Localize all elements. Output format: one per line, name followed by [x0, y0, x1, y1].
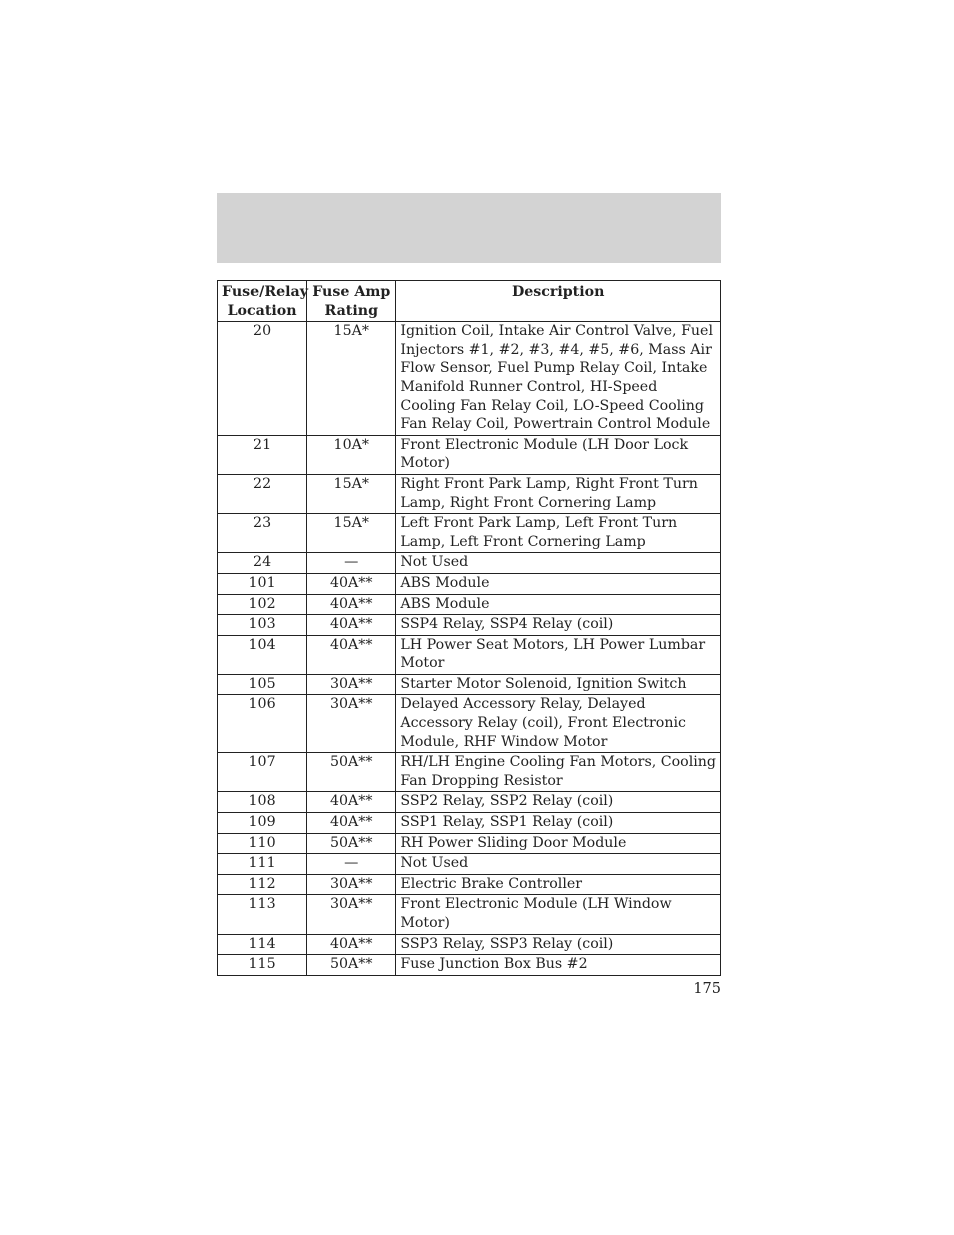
cell-description: Fuse Junction Box Bus #2 — [396, 955, 721, 976]
cell-amp: 40A** — [307, 594, 396, 615]
cell-description: Delayed Accessory Relay, Delayed Accessory Relay (coil), Front Electronic Module, RHF Window Motor — [396, 695, 721, 753]
cell-amp: 15A* — [307, 474, 396, 513]
cell-amp: — — [307, 553, 396, 574]
cell-location: 113 — [218, 895, 307, 934]
cell-description: Left Front Park Lamp, Left Front Turn Lamp, Left Front Cornering Lamp — [396, 514, 721, 553]
table-row — [218, 594, 721, 615]
table-row — [218, 514, 721, 553]
cell-location: 101 — [218, 573, 307, 594]
header-description: Description — [396, 281, 721, 322]
cell-description: LH Power Seat Motors, LH Power Lumbar Motor — [396, 635, 721, 674]
table-row — [218, 474, 721, 513]
cell-amp: — — [307, 854, 396, 875]
cell-description: RH Power Sliding Door Module — [396, 833, 721, 854]
table-row — [218, 615, 721, 636]
section-header-band — [217, 193, 721, 263]
table-row — [218, 955, 721, 976]
cell-location: 23 — [218, 514, 307, 553]
cell-description: SSP1 Relay, SSP1 Relay (coil) — [396, 813, 721, 834]
cell-location: 114 — [218, 934, 307, 955]
cell-amp: 40A** — [307, 813, 396, 834]
cell-amp: 50A** — [307, 753, 396, 792]
cell-amp: 30A** — [307, 695, 396, 753]
cell-location: 110 — [218, 833, 307, 854]
table-row — [218, 635, 721, 674]
fuse-table — [217, 280, 721, 976]
table-row — [218, 895, 721, 934]
cell-location: 112 — [218, 874, 307, 895]
header-amp-rating: Fuse Amp Rating — [307, 281, 396, 322]
cell-location: 104 — [218, 635, 307, 674]
cell-description: Not Used — [396, 553, 721, 574]
cell-amp: 15A* — [307, 514, 396, 553]
cell-amp: 40A** — [307, 934, 396, 955]
cell-location: 106 — [218, 695, 307, 753]
table-row — [218, 854, 721, 875]
header-location: Fuse/Relay Location — [218, 281, 307, 322]
table-row — [218, 553, 721, 574]
cell-amp: 50A** — [307, 833, 396, 854]
cell-amp: 40A** — [307, 792, 396, 813]
cell-description: RH/LH Engine Cooling Fan Motors, Cooling Fan Dropping Resistor — [396, 753, 721, 792]
cell-description: ABS Module — [396, 573, 721, 594]
cell-description: ABS Module — [396, 594, 721, 615]
cell-location: 111 — [218, 854, 307, 875]
table-row — [218, 874, 721, 895]
table-row — [218, 813, 721, 834]
table-row — [218, 792, 721, 813]
table-row — [218, 573, 721, 594]
cell-location: 24 — [218, 553, 307, 574]
cell-location: 109 — [218, 813, 307, 834]
cell-amp: 40A** — [307, 573, 396, 594]
cell-description: Starter Motor Solenoid, Ignition Switch — [396, 674, 721, 695]
cell-description: Electric Brake Controller — [396, 874, 721, 895]
table-row — [218, 322, 721, 436]
cell-location: 105 — [218, 674, 307, 695]
table-row — [218, 833, 721, 854]
cell-amp: 30A** — [307, 874, 396, 895]
cell-location: 22 — [218, 474, 307, 513]
cell-location: 102 — [218, 594, 307, 615]
table-row — [218, 674, 721, 695]
table-row — [218, 435, 721, 474]
table-row — [218, 934, 721, 955]
table-row — [218, 695, 721, 753]
cell-location: 107 — [218, 753, 307, 792]
cell-description: SSP4 Relay, SSP4 Relay (coil) — [396, 615, 721, 636]
cell-description: SSP2 Relay, SSP2 Relay (coil) — [396, 792, 721, 813]
cell-amp: 15A* — [307, 322, 396, 436]
cell-description: Front Electronic Module (LH Window Motor) — [396, 895, 721, 934]
cell-amp: 40A** — [307, 635, 396, 674]
table-header-row — [218, 281, 721, 322]
cell-description: Ignition Coil, Intake Air Control Valve, Fuel Injectors #1, #2, #3, #4, #5, #6, Mass Air Flow Sensor, Fuel Pump Relay Coil, Intake Manifold Runner Control, HI-Speed Cooling Fan Relay Coil, LO-Speed Cooling Fan Relay Coil, Powertrain Control Module — [396, 322, 721, 436]
table-row — [218, 753, 721, 792]
cell-amp: 30A** — [307, 895, 396, 934]
cell-amp: 10A* — [307, 435, 396, 474]
cell-location: 103 — [218, 615, 307, 636]
cell-description: Front Electronic Module (LH Door Lock Motor) — [396, 435, 721, 474]
cell-description: SSP3 Relay, SSP3 Relay (coil) — [396, 934, 721, 955]
page-number: 175 — [693, 981, 721, 997]
cell-description: Not Used — [396, 854, 721, 875]
cell-location: 20 — [218, 322, 307, 436]
cell-location: 115 — [218, 955, 307, 976]
cell-location: 21 — [218, 435, 307, 474]
cell-amp: 40A** — [307, 615, 396, 636]
cell-description: Right Front Park Lamp, Right Front Turn Lamp, Right Front Cornering Lamp — [396, 474, 721, 513]
cell-amp: 30A** — [307, 674, 396, 695]
cell-location: 108 — [218, 792, 307, 813]
cell-amp: 50A** — [307, 955, 396, 976]
